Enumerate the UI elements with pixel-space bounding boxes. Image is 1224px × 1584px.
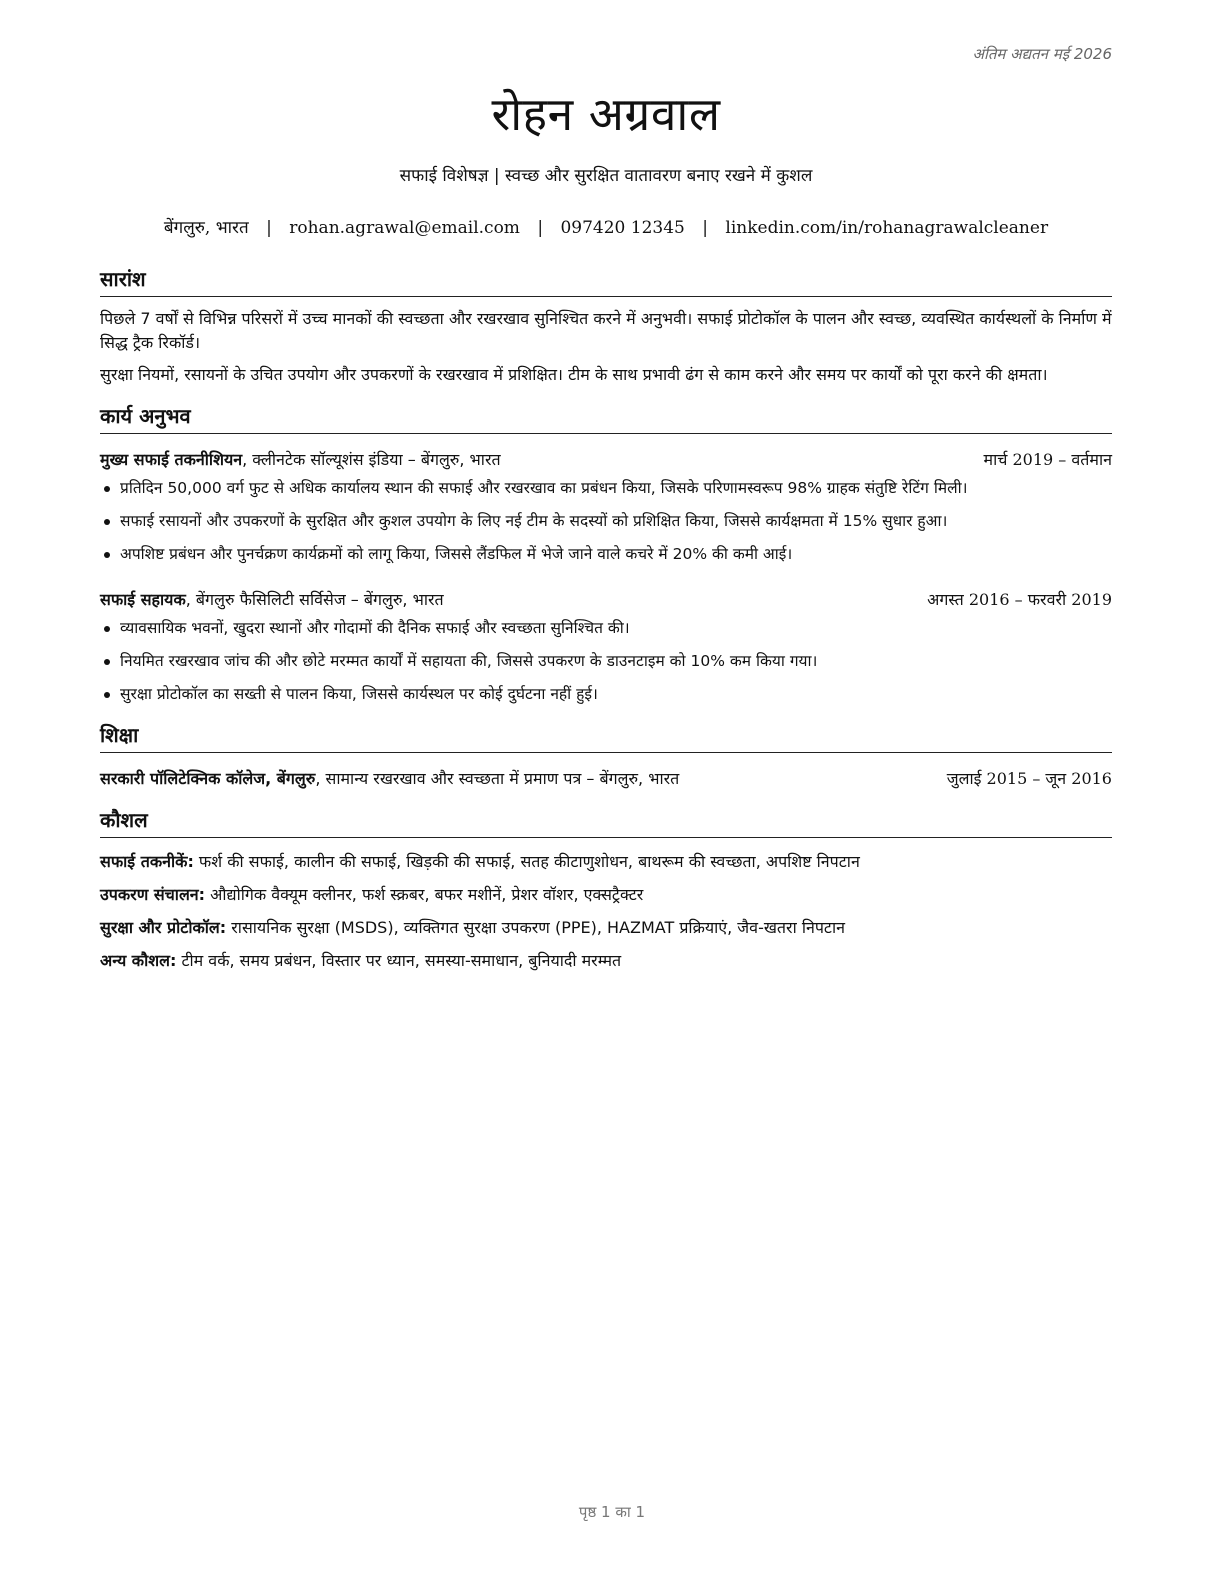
skill-value: टीम वर्क, समय प्रबंधन, विस्तार पर ध्यान, समस्या-समाधान, बुनियादी मरम्मत xyxy=(176,951,622,970)
education-line xyxy=(100,767,679,791)
job-title-line xyxy=(100,588,444,612)
list-item: सफाई रसायनों और उपकरणों के सुरक्षित और कुशल उपयोग के लिए नई टीम के सदस्यों को प्रशिक्षित किया, जिससे कार्यक्षमता में 15% सुधार हुआ। xyxy=(100,509,1112,533)
skill-row xyxy=(100,916,1112,940)
skill-label: उपकरण संचालन: xyxy=(100,885,206,904)
skill-value: रासायनिक सुरक्षा (MSDS), व्यक्तिगत सुरक्षा उपकरण (PPE), HAZMAT प्रक्रियाएं, जैव-खतरा निपटान xyxy=(226,918,846,937)
summary-paragraph: पिछले 7 वर्षों से विभिन्न परिसरों में उच्च मानकों की स्वच्छता और रखरखाव सुनिश्चित करने में अनुभवी। सफाई प्रोटोकॉल के पालन और स्वच्छ, व्यवस्थित कार्यस्थलों के निर्माण में सिद्ध ट्रैक रिकॉर्ड। xyxy=(100,309,1112,352)
skills-list xyxy=(100,850,1112,973)
job-header xyxy=(100,588,1112,612)
job-bullets xyxy=(100,476,1112,566)
page-number: पृष्ठ 1 का 1 xyxy=(578,1503,646,1521)
contact-separator: | xyxy=(537,218,544,238)
education-heading: शिक्षा xyxy=(100,720,1112,753)
education-entry xyxy=(100,767,1112,791)
job-header xyxy=(100,448,1112,472)
skill-row xyxy=(100,850,1112,874)
resume-content xyxy=(100,82,1112,973)
candidate-name: रोहन अग्रवाल xyxy=(491,87,721,141)
experience-heading: कार्य अनुभव xyxy=(100,401,1112,434)
contact-line xyxy=(100,216,1112,240)
skill-label: सफाई तकनीकें: xyxy=(100,852,194,871)
skill-row xyxy=(100,883,1112,907)
skill-label: सुरक्षा और प्रोटोकॉल: xyxy=(100,918,227,937)
skill-value: फर्श की सफाई, कालीन की सफाई, खिड़की की सफाई, सतह कीटाणुशोधन, बाथरूम की स्वच्छता, अपशिष्ट निपटान xyxy=(193,852,860,871)
job-title-line xyxy=(100,448,501,472)
education-institution: सरकारी पॉलिटेक्निक कॉलेज, बेंगलुरु xyxy=(100,769,316,788)
contact-location: बेंगलुरु, भारत xyxy=(163,218,249,238)
tagline: सफाई विशेषज्ञ | स्वच्छ और सुरक्षित वातावरण बनाए रखने में कुशल xyxy=(399,166,813,186)
contact-separator: | xyxy=(266,218,272,238)
education-details: , सामान्य रखरखाव और स्वच्छता में प्रमाण पत्र – बेंगलुरु, भारत xyxy=(315,769,680,788)
contact-email[interactable]: rohan.agrawal@email.com xyxy=(289,218,520,238)
skill-label: अन्य कौशल: xyxy=(100,951,177,970)
skills-heading: कौशल xyxy=(100,805,1112,838)
job-role: मुख्य सफाई तकनीशियन xyxy=(100,450,243,469)
skill-value: औद्योगिक वैक्यूम क्लीनर, फर्श स्क्रबर, बफर मशीनें, प्रेशर वॉशर, एक्सट्रैक्टर xyxy=(205,885,644,904)
contact-linkedin[interactable]: linkedin.com/in/rohanagrawalcleaner xyxy=(725,218,1049,238)
list-item: सुरक्षा प्रोटोकॉल का सख्ती से पालन किया, जिससे कार्यस्थल पर कोई दुर्घटना नहीं हुई। xyxy=(100,682,1112,706)
contact-separator: | xyxy=(702,218,708,238)
job-bullets xyxy=(100,616,1112,706)
education-dates: जुलाई 2015 – जून 2016 xyxy=(946,769,1112,788)
job-role: सफाई सहायक xyxy=(100,590,186,609)
last-updated: अंतिम अद्यतन मई 2026 xyxy=(972,45,1112,63)
list-item: अपशिष्ट प्रबंधन और पुनर्चक्रण कार्यक्रमों को लागू किया, जिससे लैंडफिल में भेजे जाने वाले कचरे में 20% की कमी आई। xyxy=(100,542,1112,566)
list-item: प्रतिदिन 50,000 वर्ग फुट से अधिक कार्यालय स्थान की सफाई और रखरखाव का प्रबंधन किया, जिसके परिणामस्वरूप 98% ग्राहक संतुष्टि रेटिंग मिली। xyxy=(100,476,1112,500)
summary-paragraph: सुरक्षा नियमों, रसायनों के उचित उपयोग और उपकरणों के रखरखाव में प्रशिक्षित। टीम के साथ प्रभावी ढंग से काम करने और समय पर कार्यों को पूरा करने की क्षमता। xyxy=(100,365,1048,384)
job-org: , क्लीनटेक सॉल्यूशंस इंडिया – बेंगलुरु, भारत xyxy=(242,450,501,469)
summary-heading: सारांश xyxy=(100,264,1112,297)
job-dates: मार्च 2019 – वर्तमान xyxy=(983,450,1112,469)
contact-phone[interactable]: 097420 12345 xyxy=(560,218,685,238)
job-dates: अगस्त 2016 – फरवरी 2019 xyxy=(927,590,1112,609)
list-item: व्यावसायिक भवनों, खुदरा स्थानों और गोदामों की दैनिक सफाई और स्वच्छता सुनिश्चित की। xyxy=(100,616,1112,640)
skill-row xyxy=(100,949,1112,973)
job-org: , बेंगलुरु फैसिलिटी सर्विसेज – बेंगलुरु, भारत xyxy=(185,590,444,609)
list-item: नियमित रखरखाव जांच की और छोटे मरम्मत कार्यों में सहायता की, जिससे उपकरण के डाउनटाइम को 10% कम किया गया। xyxy=(100,649,1112,673)
